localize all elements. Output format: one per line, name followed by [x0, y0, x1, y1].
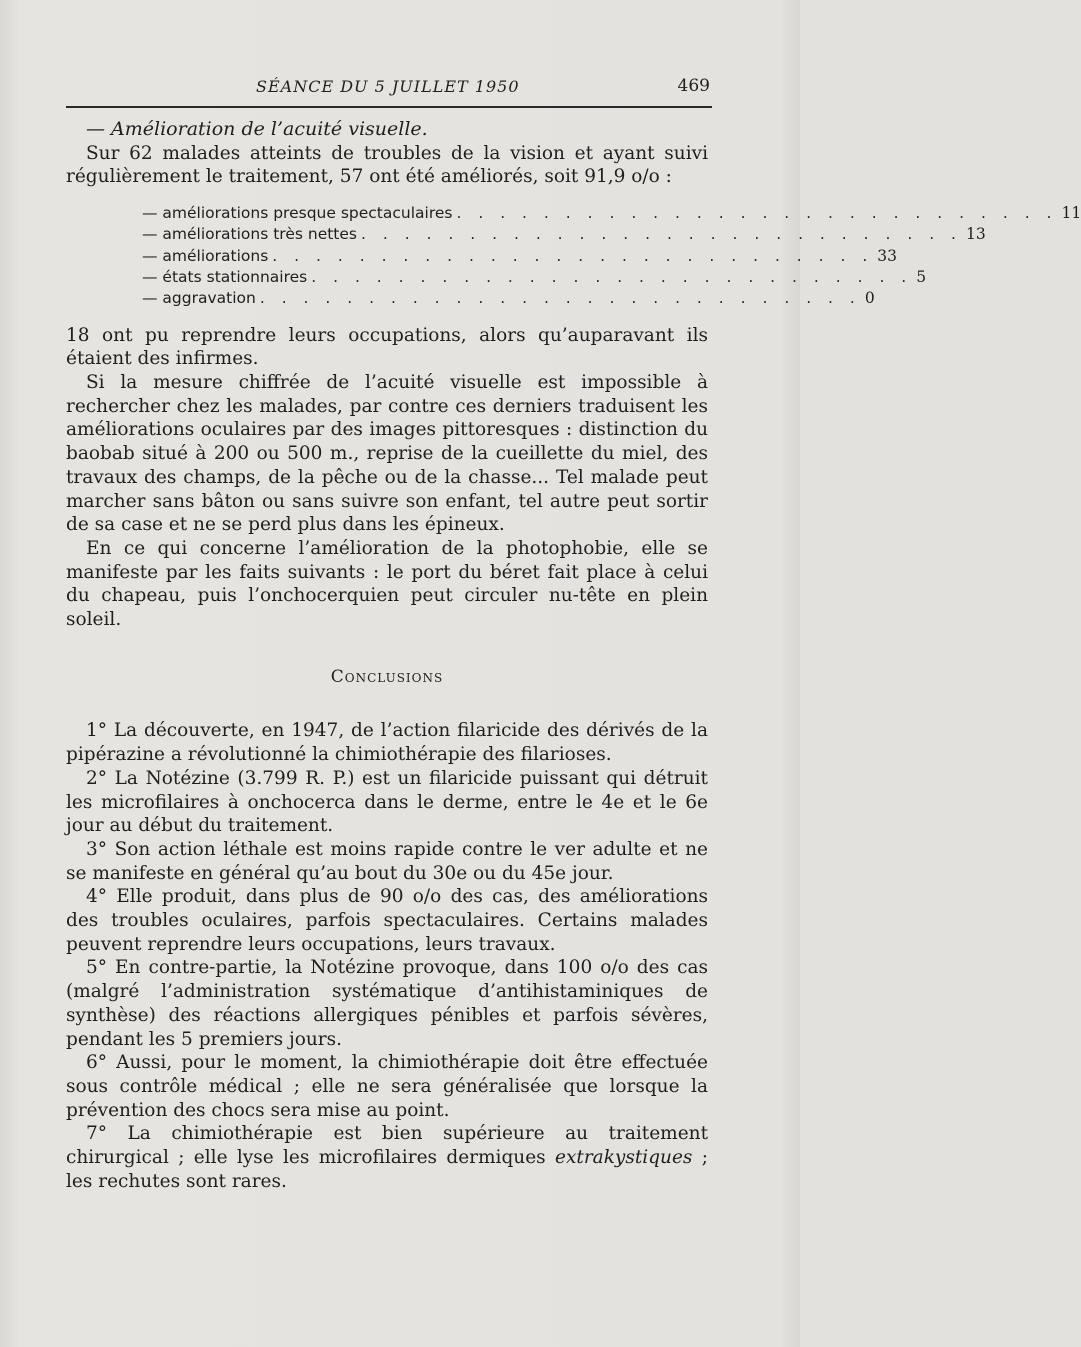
results-row	[142, 203, 1081, 224]
leader-dots: . . . . . . . . . . . . . . . . . . . . . . . . . . . .	[361, 225, 962, 244]
results-value: 11	[1061, 204, 1081, 223]
results-label: — améliorations très nettes	[142, 225, 357, 244]
conclusions-heading: Conclusions	[330, 666, 444, 687]
page-content	[66, 118, 1081, 1194]
results-value: 5	[916, 268, 927, 286]
page-header	[66, 72, 716, 100]
conclusion-item: 2° La Notézine (3.799 R. P.) est un filaricide puissant qui détruit les microfilaires à onchocerca dans le derme, entre le 4e et le 6e jour au début du traitement.	[66, 767, 708, 837]
page-number: 469	[677, 76, 710, 96]
results-row	[142, 267, 927, 288]
body-paragraph: Si la mesure chiffrée de l’acuité visuelle est impossible à rechercher chez les malades, par contre ces derniers traduisent les améliorations oculaires par des images pittoresques : distinction du baobab situé à 200 ou 500 m., reprise de la cueillette du miel, des travaux des champs, de la pêche ou de la chasse... Tel malade peut marcher sans bâton ou sans suivre son enfant, tel autre peut sortir de sa case et ne se perd plus dans les épineux.	[66, 372, 708, 536]
conclusion-text: 7° La chimiothérapie est bien supérieure au traitement chirurgical ; elle lyse les microfilaires dermiques	[66, 1123, 708, 1169]
conclusion-text: ; les rechutes sont rares.	[66, 1147, 708, 1192]
results-row	[142, 246, 898, 267]
conclusion-item	[66, 1122, 708, 1193]
conclusion-item: 6° Aussi, pour le moment, la chimiothérapie doit être effectuée sous contrôle médical ; elle ne sera généralisée que lorsque la prévention des chocs sera mise au point.	[66, 1052, 708, 1121]
results-label: — aggravation	[142, 289, 256, 308]
leader-dots: . . . . . . . . . . . . . . . . . . . . . . . . . . . .	[311, 268, 913, 286]
results-row	[142, 288, 875, 309]
conclusion-item: 5° En contre-partie, la Notézine provoque, dans 100 o/o des cas (malgré l’administration systématique d’antihistaminiques de synthèse) des réactions allergiques pénibles et parfois sévères, pendant les 5 premiers jours.	[66, 957, 708, 1050]
conclusion-item: 1° La découverte, en 1947, de l’action filaricide des dérivés de la pipérazine a révolutionné la chimiothérapie des filarioses.	[66, 720, 708, 766]
leader-dots: . . . . . . . . . . . . . . . . . . . . . . . . . . . .	[456, 204, 1058, 223]
emphasis-text: extrakystiques	[555, 1147, 693, 1169]
body-paragraph: 18 ont pu reprendre leurs occupations, alors qu’auparavant ils étaient des infirmes.	[66, 324, 708, 370]
results-value: 33	[877, 246, 898, 265]
subsection-title: — Amélioration de l’acuité visuelle.	[86, 118, 428, 140]
results-label: — états stationnaires	[142, 268, 308, 286]
results-row	[142, 224, 986, 245]
results-label: — améliorations	[142, 246, 269, 265]
leader-dots: . . . . . . . . . . . . . . . . . . . . . . . . . . . .	[272, 246, 874, 265]
body-paragraph: En ce qui concerne l’amélioration de la photophobie, elle se manifeste par les faits suivants : le port du béret fait place à celui du chapeau, puis l’onchocerquien peut circuler nu-tête en plein soleil.	[66, 537, 708, 631]
results-value: 0	[864, 289, 875, 308]
conclusion-item: 4° Elle produit, dans plus de 90 o/o des cas, des améliorations des troubles oculaires, parfois spectaculaires. Certains malades peuvent reprendre leurs occupations, leurs travaux.	[66, 886, 708, 955]
results-label: — améliorations presque spectaculaires	[142, 204, 453, 223]
leader-dots: . . . . . . . . . . . . . . . . . . . . . . . . . . . .	[259, 289, 861, 308]
conclusion-item: 3° Son action léthale est moins rapide contre le ver adulte et ne se manifeste en général qu’au bout du 30e ou du 45e jour.	[66, 838, 708, 884]
results-value: 13	[966, 225, 986, 244]
results-list	[142, 203, 1081, 309]
header-rule	[66, 106, 712, 108]
subsection-intro: Sur 62 malades atteints de troubles de la vision et ayant suivi régulièrement le traitement, 57 ont été améliorés, soit 91,9 o/o :	[66, 142, 708, 188]
running-head: SÉANCE DU 5 JUILLET 1950	[256, 77, 520, 96]
